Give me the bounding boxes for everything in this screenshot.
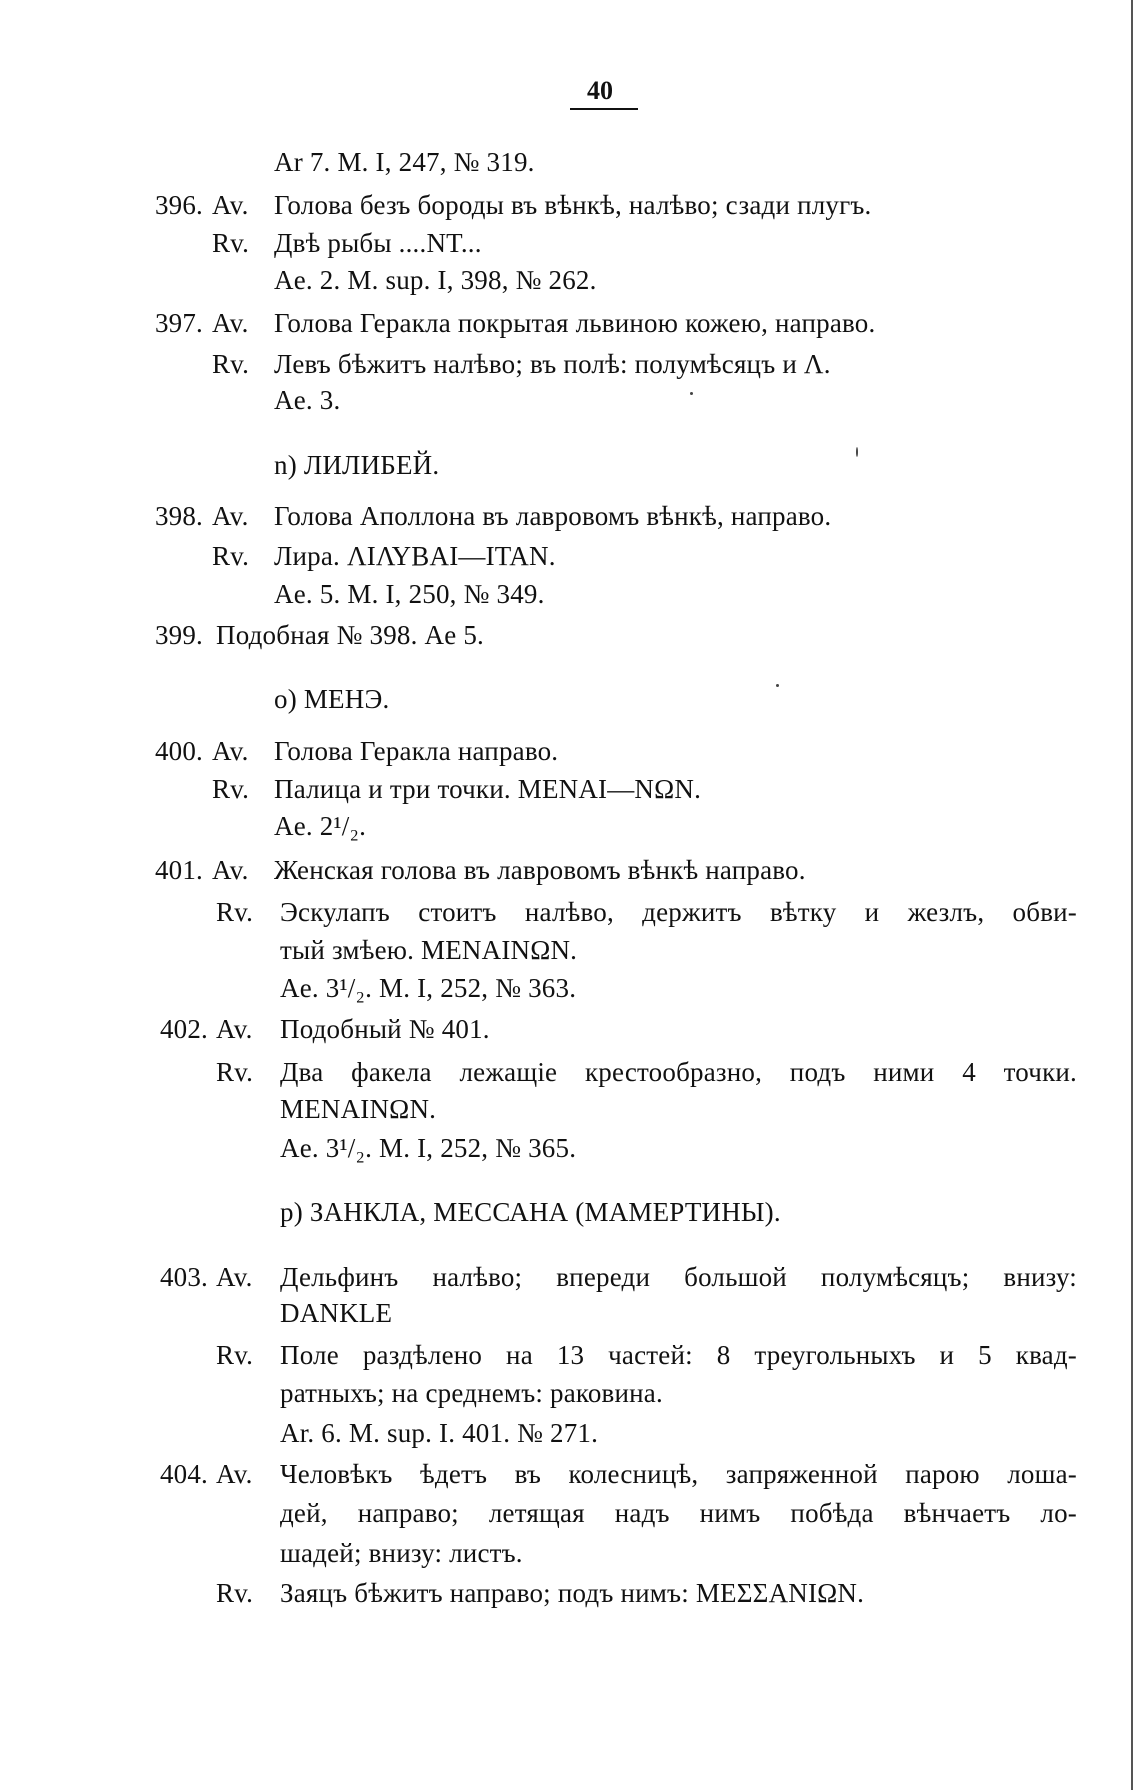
catalog-line — [0, 265, 1100, 295]
entry-number: 398. — [154, 501, 203, 531]
obverse-label: Av. — [212, 190, 249, 220]
catalog-entry — [0, 1262, 1100, 1292]
page-number: 40 — [587, 76, 613, 105]
line-text: Женская голова въ лавровомъ вѣнкѣ направо. — [274, 855, 806, 885]
heading-text: n) ЛИЛИБЕЙ. — [274, 450, 440, 480]
catalog-entry — [0, 1014, 1100, 1044]
catalog-line — [0, 1340, 1100, 1370]
line-text: MENAINΩN. — [280, 1094, 437, 1124]
reverse-label: Rv. — [212, 349, 250, 379]
reverse-label: Rv. — [212, 228, 250, 258]
line-text: Левъ бѣжитъ налѣво; въ полѣ: полумѣсяцъ и Λ. — [274, 349, 831, 379]
catalog-entry — [0, 736, 1100, 766]
catalog-line — [0, 228, 1100, 258]
catalog-line — [0, 811, 1100, 841]
line-text: Эскулапъ стоитъ налѣво, держитъ вѣтку и жезлъ, обви- — [280, 897, 1077, 927]
entry-number: 400. — [154, 736, 203, 766]
catalog-line — [0, 385, 1100, 415]
line-text: Два факела лежащіе крестообразно, подъ ними 4 точки. — [280, 1057, 1077, 1087]
line-text: дей, направо; летящая надъ нимъ побѣда вѣнчаетъ ло- — [280, 1498, 1077, 1528]
line-text: Человѣкъ ѣдетъ въ колесницѣ, запряженной парою лоша- — [280, 1459, 1077, 1489]
catalog-line — [0, 1418, 1100, 1448]
catalog-entry — [0, 1459, 1100, 1489]
line-text: тый змѣею. MENAINΩN. — [280, 935, 578, 965]
entry-number: 403. — [159, 1262, 208, 1292]
catalog-line — [0, 1057, 1100, 1087]
line-text: Подобная № 398. Ae 5. — [216, 620, 484, 650]
catalog-line — [0, 774, 1100, 804]
line-text: Ae. 3¹/₂. M. I, 252, № 363. — [280, 973, 577, 1003]
catalog-line — [0, 1298, 1100, 1328]
obverse-label: Av. — [212, 501, 249, 531]
reverse-label: Rv. — [216, 897, 254, 927]
entry-number: 396. — [154, 190, 203, 220]
line-text: Заяцъ бѣжитъ направо; подъ нимъ: ΜΕΣΣΑΝΙΩΝ. — [280, 1578, 865, 1608]
line-text: Поле раздѣлено на 13 частей: 8 треугольныхъ и 5 квад- — [280, 1340, 1077, 1370]
catalog-entry — [0, 190, 1100, 220]
entry-number: 399. — [154, 620, 203, 650]
catalog-line — [0, 935, 1100, 965]
catalog-entry — [0, 308, 1100, 338]
entry-number: 397. — [154, 308, 203, 338]
catalog-line — [0, 349, 1100, 379]
line-text: Двѣ рыбы ....NT... — [274, 228, 482, 258]
line-text: Ar. 6. M. sup. I. 401. № 271. — [280, 1418, 599, 1448]
line-text: Ae. 2¹/₂. — [274, 811, 367, 841]
heading-text: p) ЗАНКЛА, МЕССАНА (МАМЕРТИНЫ). — [280, 1197, 781, 1227]
line-text: Голова Аполлона въ лавровомъ вѣнкѣ, направо. — [274, 501, 832, 531]
catalog-line — [0, 541, 1100, 571]
line-text: ратныхъ; на среднемъ: раковина. — [280, 1378, 663, 1408]
line-text: Дельфинъ налѣво; впереди большой полумѣсяцъ; внизу: — [280, 1262, 1077, 1292]
section-heading — [0, 1197, 1100, 1227]
line-text: шадей; внизу: листъ. — [280, 1538, 523, 1568]
line-text: Палица и три точки. MENAI—NΩN. — [274, 774, 702, 804]
catalog-entry — [0, 620, 1100, 650]
catalog-entry — [0, 855, 1100, 885]
catalog-line — [0, 973, 1100, 1003]
line-text: Голова Геракла покрытая львиною кожею, направо. — [274, 308, 876, 338]
line-text: Ae. 5. M. I, 250, № 349. — [274, 579, 545, 609]
obverse-label: Av. — [212, 308, 249, 338]
line-text: Ae. 2. M. sup. I, 398, № 262. — [274, 265, 597, 295]
line-text: Ar 7. M. I, 247, № 319. — [274, 147, 535, 177]
line-text: Лира. ΛΙΛΥΒΑΙ—ΙΤΑΝ. — [274, 541, 556, 571]
line-text: Голова Геракла направо. — [274, 736, 559, 766]
entry-number: 401. — [154, 855, 203, 885]
reverse-label: Rv. — [212, 541, 250, 571]
obverse-label: Av. — [216, 1262, 253, 1292]
catalog-line — [0, 1094, 1100, 1124]
obverse-label: Av. — [212, 855, 249, 885]
reverse-label: Rv. — [216, 1578, 254, 1608]
catalog-line — [0, 897, 1100, 927]
catalog-entry — [0, 501, 1100, 531]
reverse-label: Rv. — [212, 774, 250, 804]
heading-text: o) МЕНЭ. — [274, 684, 390, 714]
obverse-label: Av. — [216, 1014, 253, 1044]
line-text: DANKLE — [280, 1298, 393, 1328]
page-number-rule — [570, 108, 638, 110]
catalog-line — [0, 147, 1100, 177]
section-heading — [0, 684, 1100, 714]
catalog-line — [0, 1378, 1100, 1408]
reverse-label: Rv. — [216, 1340, 254, 1370]
section-heading — [0, 450, 1100, 480]
entry-number: 402. — [159, 1014, 208, 1044]
catalog-line — [0, 579, 1100, 609]
obverse-label: Av. — [216, 1459, 253, 1489]
entry-number: 404. — [159, 1459, 208, 1489]
line-text: Подобный № 401. — [280, 1014, 490, 1044]
page-edge — [1131, 0, 1133, 1790]
catalog-line — [0, 1498, 1100, 1528]
catalog-line — [0, 1578, 1100, 1608]
reverse-label: Rv. — [216, 1057, 254, 1087]
catalog-line — [0, 1133, 1100, 1163]
line-text: Ae. 3¹/₂. M. I, 252, № 365. — [280, 1133, 577, 1163]
obverse-label: Av. — [212, 736, 249, 766]
line-text: Ae. 3. — [274, 385, 341, 415]
line-text: Голова безъ бороды въ вѣнкѣ, налѣво; сзади плугъ. — [274, 190, 872, 220]
catalog-line — [0, 1538, 1100, 1568]
